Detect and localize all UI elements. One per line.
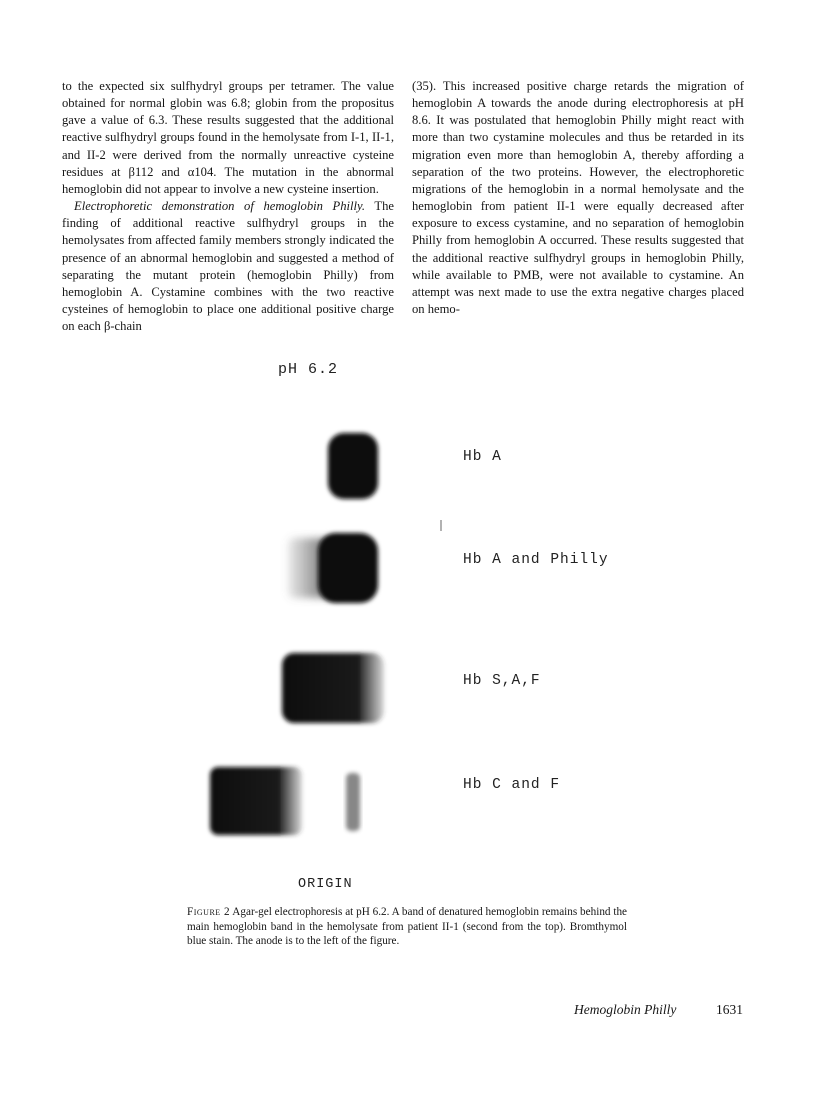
lane-hb-cf-band	[210, 767, 360, 835]
section-heading: Electrophoretic demonstration of hemoglobin Philly.	[74, 199, 366, 214]
lane-label-3: Hb S,A,F	[463, 673, 541, 689]
right-text-column	[412, 78, 744, 318]
figure-caption	[187, 905, 627, 949]
figure-number: Figure 2	[187, 906, 231, 918]
right-paragraph-1: (35). This increased positive charge retards the migration of hemoglobin A towards the anode during electrophoresis at pH 8.6. It was postulated that hemoglobin Philly might react with more than two cystamine molecules and thus be retarded in its migration even more than hemoglobin A, thereby affording a separation of the two proteins. However, the electrophoretic migrations of the hemoglobin in a normal hemolysate and the hemoglobin from patient II-1 were equally decreased after exposure to excess cystamine, and no separation of hemoglobin Philly from hemoglobin A occurred. These results suggested that the additional reactive sulfhydryl groups in hemoglobin Philly, while available to PMB, were not available to cystamine. An attempt was next made to use the extra negative charges placed on hemo-	[412, 79, 744, 317]
lane-hb-a-philly-band	[288, 533, 378, 603]
electrophoresis-figure	[0, 355, 816, 895]
left-paragraph-2	[62, 198, 394, 335]
caption-text: Agar-gel electrophoresis at pH 6.2. A band of denatured hemoglobin remains behind the main hemoglobin band in the hemolysate from patient II-1 (second from the top). Bromthymol blue stain. The anode is to the left of the figure.	[187, 906, 628, 948]
lane-label-2: Hb A and Philly	[463, 552, 609, 568]
lane-hb-a-band	[328, 433, 378, 499]
ph-label: pH 6.2	[278, 361, 339, 378]
gel-image	[0, 355, 816, 895]
lane-label-4: Hb C and F	[463, 777, 561, 793]
running-title: Hemoglobin Philly	[574, 1002, 677, 1017]
left-paragraph-2-body: The finding of additional reactive sulfhydryl groups in the hemolysates from affected family members strongly indicated the presence of an abnormal hemoglobin and suggested a method of separating the mutant protein (hemoglobin Philly) from hemoglobin A. Cystamine combines with the two reactive cysteines of hemoglobin to place one additional positive charge on each β-chain	[62, 199, 394, 334]
left-text-column	[62, 78, 394, 335]
origin-label: ORIGIN	[298, 877, 353, 892]
left-paragraph-1: to the expected six sulfhydryl groups per tetramer. The value obtained for normal globin was 6.8; globin from the propositus gave a value of 6.3. These results suggested that the additional reactive sulfhydryl groups found in the hemolysate from I-1, II-1, and II-2 were derived from the normally unreactive cysteine residues at β112 and α104. The mutation in the abnormal hemoglobin did not appear to involve a new cysteine insertion.	[62, 79, 394, 196]
lane-hb-saf-band	[282, 653, 384, 723]
page-number: 1631	[716, 1002, 743, 1017]
lane-label-1: Hb A	[463, 449, 502, 465]
